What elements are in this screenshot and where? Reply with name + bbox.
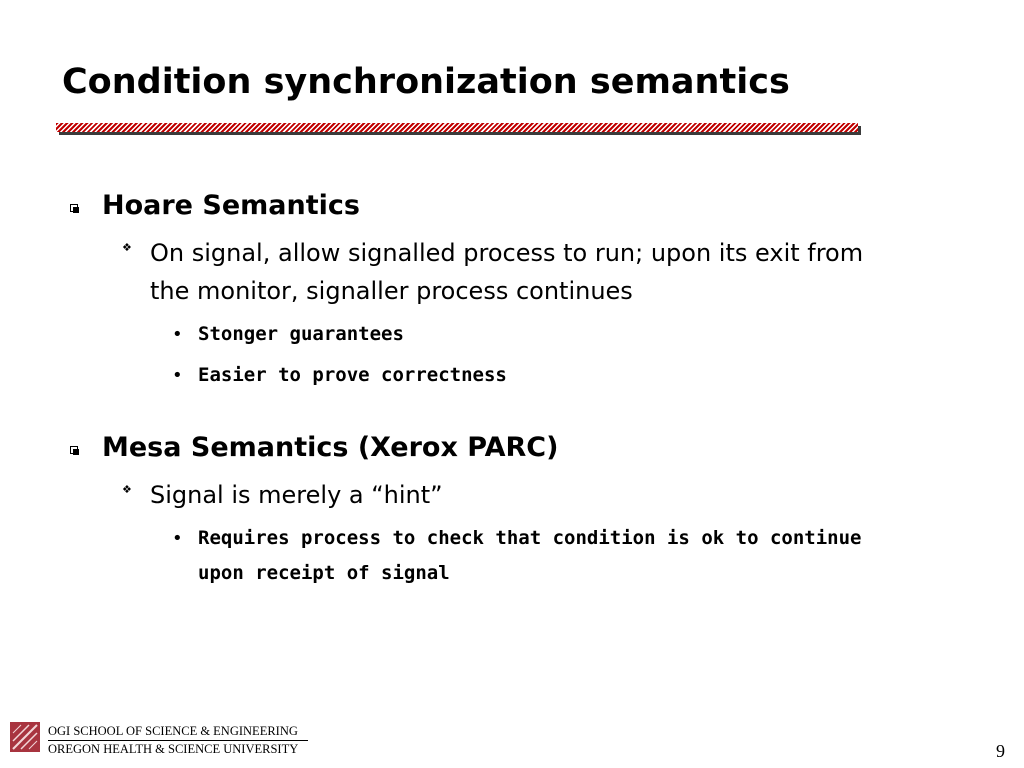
point-requires-check <box>172 527 888 591</box>
square-bullet-icon <box>70 204 78 212</box>
point-stronger-guarantees <box>172 323 888 352</box>
bullet-mesa-label: Mesa Semantics (Xerox PARC) <box>102 432 559 463</box>
subitem-hoare-desc <box>122 234 910 310</box>
subitem-mesa-text: Signal is merely a “hint” <box>150 481 443 509</box>
subitem-mesa-desc <box>122 476 910 514</box>
square-bullet-icon <box>70 446 78 454</box>
slide-title: Condition synchronization semantics <box>62 62 790 102</box>
point-text: Requires process to check that condition is ok to continue upon receipt of signal <box>198 527 862 584</box>
subitem-hoare-text: On signal, allow signalled process to run; upon its exit from the monitor, signaller process continues <box>150 239 864 305</box>
point-easier-prove <box>172 364 888 393</box>
diamond-bullet-icon: ❖ <box>122 483 132 496</box>
school-line-1: OGI SCHOOL OF SCIENCE & ENGINEERING <box>48 724 298 738</box>
footer-divider <box>48 740 308 741</box>
dot-bullet-icon: • <box>172 528 183 549</box>
bullet-hoare <box>70 190 360 221</box>
point-text: Stonger guarantees <box>198 323 404 345</box>
school-line-2: OREGON HEALTH & SCIENCE UNIVERSITY <box>48 742 299 756</box>
point-text: Easier to prove correctness <box>198 364 507 386</box>
bullet-mesa <box>70 432 558 463</box>
bullet-hoare-label: Hoare Semantics <box>102 190 360 221</box>
dot-bullet-icon: • <box>172 324 183 345</box>
ogi-logo-icon <box>10 722 40 752</box>
title-underline <box>56 123 858 132</box>
dot-bullet-icon: • <box>172 365 183 386</box>
page-number: 9 <box>996 741 1005 761</box>
diamond-bullet-icon: ❖ <box>122 241 132 254</box>
